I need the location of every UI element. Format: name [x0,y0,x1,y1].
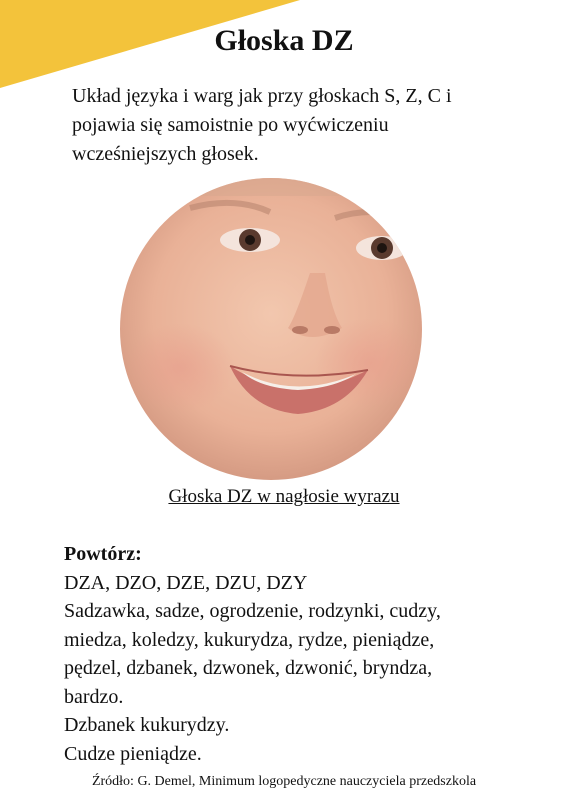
repeat-line: bardzo. [64,685,124,708]
repeat-line: DZA, DZO, DZE, DZU, DZY [64,571,308,594]
child-face-photo [120,178,422,480]
repeat-section [64,540,534,768]
page-title: Głoska DZ [214,24,354,57]
photo-caption: Głoska DZ w nagłosie wyrazu [168,486,400,507]
repeat-heading: Powtórz: [64,543,142,565]
intro-line: wcześniejszych głosek. [72,143,259,165]
repeat-line: miedza, koledzy, kukurydza, rydze, pieniądze, [64,628,435,651]
intro-line: Układ języka i warg jak przy głoskach S, Z, C i [72,85,452,107]
source-note: Źródło: G. Demel, Minimum logopedyczne nauczyciela przedszkola [91,774,477,789]
repeat-line: pędzel, dzbanek, dzwonek, dzwonić, bryndza, [64,657,433,679]
repeat-line: Sadzawka, sadze, ogrodzenie, rodzynki, cudzy, [64,600,441,622]
intro-text [72,82,512,169]
intro-line: pojawia się samoistnie po wyćwiczeniu [72,114,389,136]
repeat-line: Cudze pieniądze. [64,742,202,765]
repeat-line: Dzbanek kukurydzy. [64,714,230,736]
